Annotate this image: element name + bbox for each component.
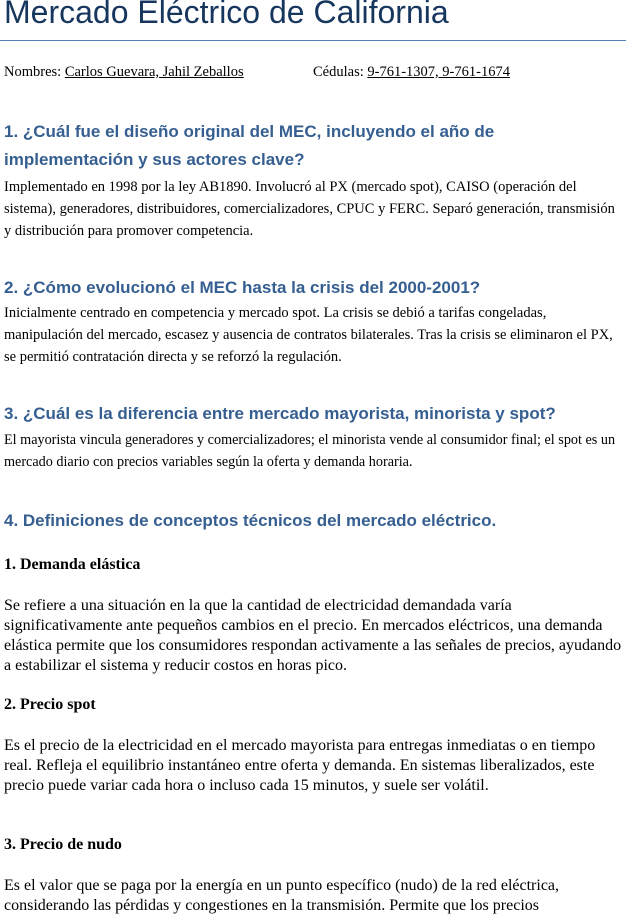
cedulas-value: 9-761-1307, 9-761-1674 (367, 64, 510, 80)
question-2-answer: Inicialmente centrado en competencia y mercado spot. La crisis se debió a tarifas congeladas, manipulación del mercado, escasez y ausencia de contratos bilaterales. Tras la crisis se eliminaron el PX, se permitió contratación directa y se reforzó la regulación. (4, 305, 613, 365)
authors-line (4, 64, 244, 81)
title-underline (0, 40, 626, 41)
question-1-heading: 1. ¿Cuál fue el diseño original del MEC, incluyendo el año de implementación y sus actores clave? (4, 122, 495, 169)
question-4-heading: 4. Definiciones de conceptos técnicos del mercado eléctrico. (4, 511, 497, 530)
names-label: Nombres: (4, 64, 62, 80)
concept-2-heading: 2. Precio spot (4, 696, 96, 713)
names-value: Carlos Guevara, Jahil Zeballos (64, 64, 244, 80)
concept-3-body: Es el valor que se paga por la energía en un punto específico (nudo) de la red eléctrica, considerando las pérdidas y congestiones en la transmisión. Permite que los precios (4, 877, 560, 914)
cedulas-label: Cédulas: (313, 64, 364, 80)
concept-3-heading: 3. Precio de nudo (4, 836, 122, 853)
question-3-answer: El mayorista vincula generadores y comercializadores; el minorista vende al consumidor final; el spot es un mercado diario con precios variables según la oferta y demanda horaria. (4, 432, 616, 470)
question-1-answer: Implementado en 1998 por la ley AB1890. Involucró al PX (mercado spot), CAISO (operación del sistema), generadores, distribuidores, comercializadores, CPUC y FERC. Separó generación, transmisión y distribución para promover competencia. (4, 179, 615, 239)
question-2-heading: 2. ¿Cómo evolucionó el MEC hasta la crisis del 2000-2001? (4, 278, 481, 297)
id-numbers-line (313, 64, 510, 81)
question-3-heading: 3. ¿Cuál es la diferencia entre mercado mayorista, minorista y spot? (4, 404, 556, 423)
concept-2-body: Es el precio de la electricidad en el mercado mayorista para entregas inmediatas o en tiempo real. Refleja el equilibrio instantáneo entre oferta y demanda. En sistemas liberalizados, este precio puede variar cada hora o incluso cada 15 minutos, y suele ser volátil. (4, 737, 596, 794)
document-title: Mercado Eléctrico de California (4, 0, 449, 30)
concept-1-heading: 1. Demanda elástica (4, 556, 141, 573)
concept-1-body: Se refiere a una situación en la que la cantidad de electricidad demandada varía significativamente ante pequeños cambios en el precio. En mercados eléctricos, una demanda elástica permite que los consumidores respondan activamente a las señales de precios, ayudando a estabilizar el sistema y reducir costos en horas pico. (4, 597, 622, 674)
